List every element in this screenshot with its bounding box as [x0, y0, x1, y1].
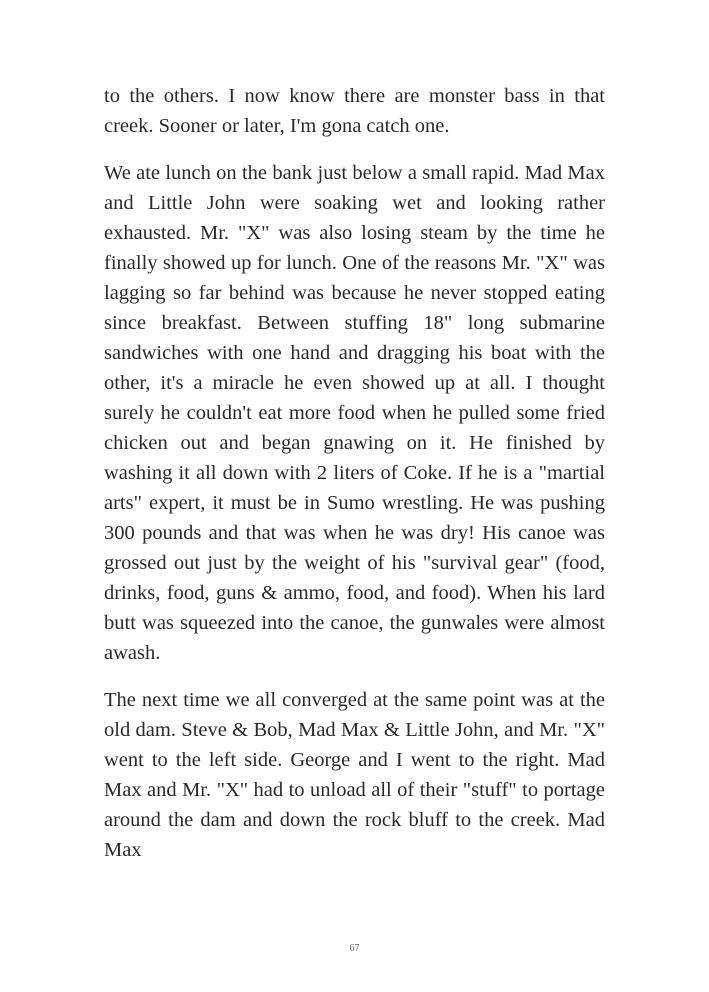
page-number: 67 [349, 943, 360, 954]
page-body [104, 81, 605, 882]
paragraph-1: to the others. I now know there are monster bass in that creek. Sooner or later, I'm gona catch one. [104, 85, 605, 137]
paragraph-2: We ate lunch on the bank just below a small rapid. Mad Max and Little John were soaking wet and looking rather exhausted. Mr. "X" was also losing steam by the time he finally showed up for lunch. One of the reasons Mr. "X" was lagging so far behind was because he never stopped eating since breakfast. Between stuffing 18" long submarine sandwiches with one hand and dragging his boat with the other, it's a miracle he even showed up at all. I thought surely he couldn't eat more food when he pulled some fried chicken out and began gnawing on it. He finished by washing it all down with 2 liters of Coke. If he is a "martial arts" expert, it must be in Sumo wrestling. He was pushing 300 pounds and that was when he was dry! His canoe was grossed out just by the weight of his "survival gear" (food, drinks, food, guns & ammo, food, and food). When his lard butt was squeezed into the canoe, the gunwales were almost awash. [104, 162, 605, 664]
paragraph-3: The next time we all converged at the same point was at the old dam. Steve & Bob, Mad Max & Little John, and Mr. "X" went to the left side. George and I went to the right. Mad Max and Mr. "X" had to unload all of their "stuff" to portage around the dam and down the rock bluff to the creek. Mad Max [104, 689, 605, 861]
